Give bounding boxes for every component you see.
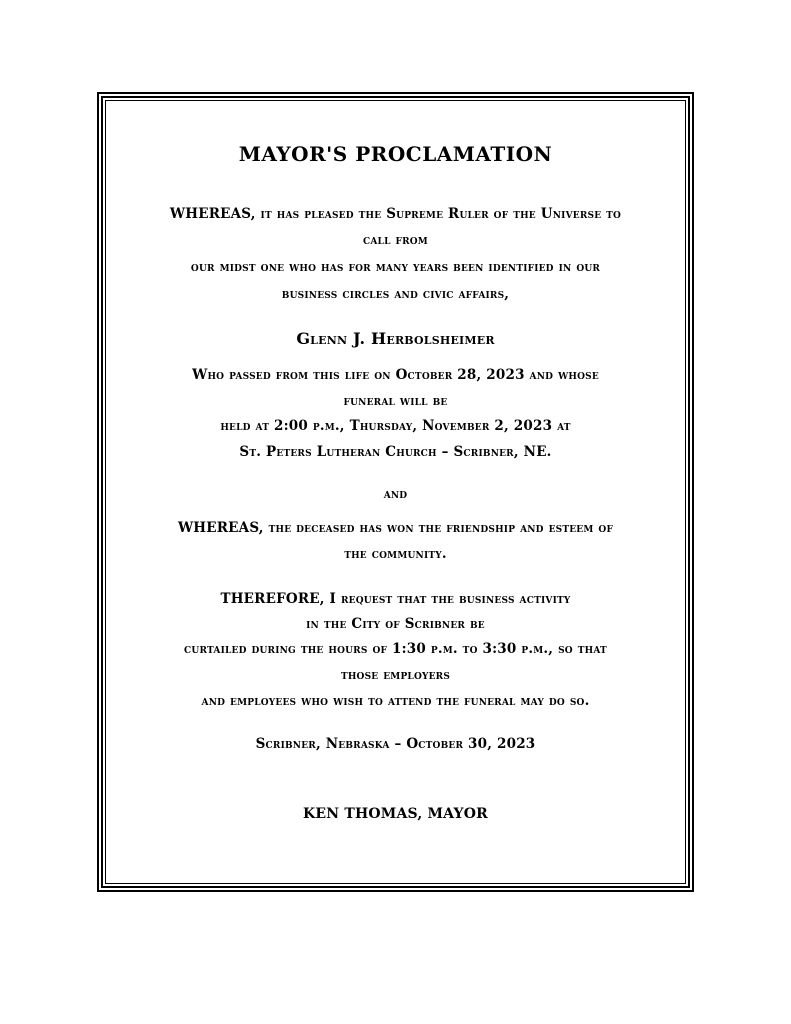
whereas-lead-1: WHEREAS, [169,206,256,222]
whereas-paragraph-1-line-3: our midst one who has for many years been identified in our [190,259,601,275]
whereas-paragraph-1-line-4: business circles and civic affairs, [281,286,510,302]
therefore-lead: THEREFORE, [220,591,325,607]
funeral-paragraph-line-4: St. Peters Lutheran Church – Scribner, NE. [239,444,552,460]
whereas-paragraph-2-line-1 [0,520,791,536]
mayor-signature: KEN THOMAS, MAYOR [303,806,488,822]
funeral-paragraph-line-2: funeral will be [343,393,448,409]
whereas-2-text: the deceased has won the friendship and esteem of [263,520,614,536]
therefore-paragraph-line-5: and employees who wish to attend the funeral may do so. [201,693,590,709]
therefore-paragraph-line-2: in the City of Scribner be [306,616,485,632]
honoree-name: Glenn J. Herbolsheimer [296,329,495,348]
whereas-lead-2: WHEREAS, [177,520,264,536]
whereas-paragraph-1-line-1 [0,206,791,222]
whereas-paragraph-2-line-2: the community. [344,546,447,562]
funeral-paragraph-line-3: held at 2:00 p.m., Thursday, November 2, 2023 at [220,418,571,434]
page-title: MAYOR'S PROCLAMATION [238,142,553,166]
conjunction-and: and [383,486,408,502]
whereas-1-text: it has pleased the Supreme Ruler of the Universe to [255,206,622,222]
therefore-paragraph-line-3: curtailed during the hours of 1:30 p.m. to 3:30 p.m., so that [184,641,607,657]
whereas-paragraph-1-line-2: call from [363,232,428,248]
therefore-text: I request that the business activity [324,591,571,607]
dateline: Scribner, Nebraska – October 30, 2023 [255,736,536,752]
therefore-paragraph-line-1 [0,591,791,607]
funeral-paragraph-line-1: Who passed from this life on October 28, 2023 and whose [192,367,599,383]
therefore-paragraph-line-4: those employers [340,667,451,683]
